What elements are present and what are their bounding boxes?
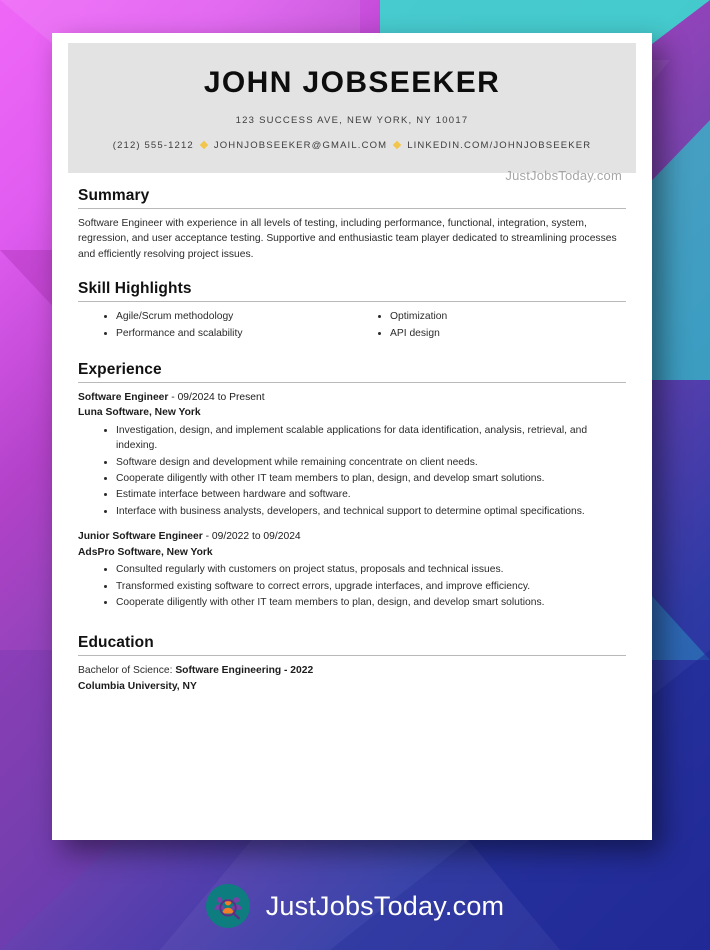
contact-email[interactable]: JOHNJOBSEEKER@GMAIL.COM xyxy=(213,139,388,151)
skill-item: • Agile/Scrum methodology xyxy=(116,309,352,326)
brand-logo-icon xyxy=(206,884,250,928)
watermark-text: JustJobsToday.com xyxy=(505,167,622,183)
job-bullet: • Software design and development while remaining concentrate on client needs. xyxy=(116,455,626,470)
job-bullet: • Cooperate diligently with other IT team members to plan, design, and develop smart solutions. xyxy=(116,471,626,486)
contact-line xyxy=(86,140,618,151)
resume-body xyxy=(68,167,636,696)
experience-entry xyxy=(78,529,626,610)
job-bullet: • Cooperate diligently with other IT team members to plan, design, and develop smart solutions. xyxy=(116,595,626,610)
job-bullet-list xyxy=(78,562,626,610)
footer-brand xyxy=(0,884,710,928)
section-divider xyxy=(78,655,626,656)
job-role: Software Engineer xyxy=(78,391,169,403)
experience-entry xyxy=(78,390,626,520)
job-bullet: • Investigation, design, and implement scalable applications for data identification, analysis, retrieval, and indexing. xyxy=(116,423,626,454)
skill-item: • Performance and scalability xyxy=(116,326,352,343)
job-company: AdsPro Software, New York xyxy=(78,546,213,558)
job-bullet: • Transformed existing software to correct errors, upgrade interfaces, and improve efficiency. xyxy=(116,579,626,594)
education-degree-prefix: Bachelor of Science: xyxy=(78,665,176,677)
section-divider xyxy=(78,382,626,383)
summary-paragraph: Software Engineer with experience in all levels of testing, including performance, functional, integration, system, regression, and user acceptance testing. Supportive and enthusiastic team player dedicated to streamlining processes and efficiently resolving project issues. xyxy=(78,217,617,260)
spacer xyxy=(78,620,626,634)
candidate-address: 123 SUCCESS AVE, NEW YORK, NY 10017 xyxy=(235,114,469,126)
education-degree-major: Software Engineering - 2022 xyxy=(175,665,314,677)
skill-item: • Optimization xyxy=(390,309,626,326)
resume-header xyxy=(68,43,636,173)
contact-phone: (212) 555-1212 xyxy=(112,139,194,151)
skill-item: • API design xyxy=(390,326,626,343)
job-company: Luna Software, New York xyxy=(78,407,201,419)
job-bullet: • Consulted regularly with customers on project status, proposals and technical issues. xyxy=(116,562,626,577)
section-experience xyxy=(78,361,626,611)
job-dash: - xyxy=(202,531,212,543)
skills-columns xyxy=(78,309,626,342)
job-bullet: • Estimate interface between hardware and software. xyxy=(116,487,626,502)
resume-document xyxy=(52,33,652,840)
skills-column-right xyxy=(352,309,626,342)
section-skill-highlights xyxy=(78,280,626,342)
job-dates: 09/2022 to 09/2024 xyxy=(211,531,301,543)
section-divider xyxy=(78,208,626,209)
skills-column-left xyxy=(78,309,352,342)
education-school: Columbia University, NY xyxy=(78,681,197,693)
job-role: Junior Software Engineer xyxy=(78,531,203,543)
job-bullet-list xyxy=(78,423,626,520)
diamond-separator-icon xyxy=(393,141,401,149)
section-title-summary: Summary xyxy=(78,186,150,204)
job-bullet: • Interface with business analysts, developers, and technical support to determine optimal specifications. xyxy=(116,504,626,519)
section-divider xyxy=(78,301,626,302)
job-dash: - xyxy=(168,391,178,403)
section-summary xyxy=(78,187,626,263)
diamond-separator-icon xyxy=(200,141,208,149)
section-title-experience: Experience xyxy=(78,360,162,378)
spacer xyxy=(78,266,626,280)
candidate-name: JOHN JOBSEEKER xyxy=(203,66,501,99)
job-title-line xyxy=(78,390,626,405)
brand-name-text: JustJobsToday.com xyxy=(265,890,505,921)
spacer xyxy=(78,347,626,361)
section-title-education: Education xyxy=(78,634,154,652)
contact-linkedin[interactable]: LINKEDIN.COM/JOHNJOBSEEKER xyxy=(407,139,592,151)
section-title-skills: Skill Highlights xyxy=(78,280,192,298)
job-title-line xyxy=(78,529,626,544)
education-degree-line xyxy=(78,663,626,679)
section-education xyxy=(78,634,626,695)
job-dates: 09/2024 to Present xyxy=(177,391,265,403)
